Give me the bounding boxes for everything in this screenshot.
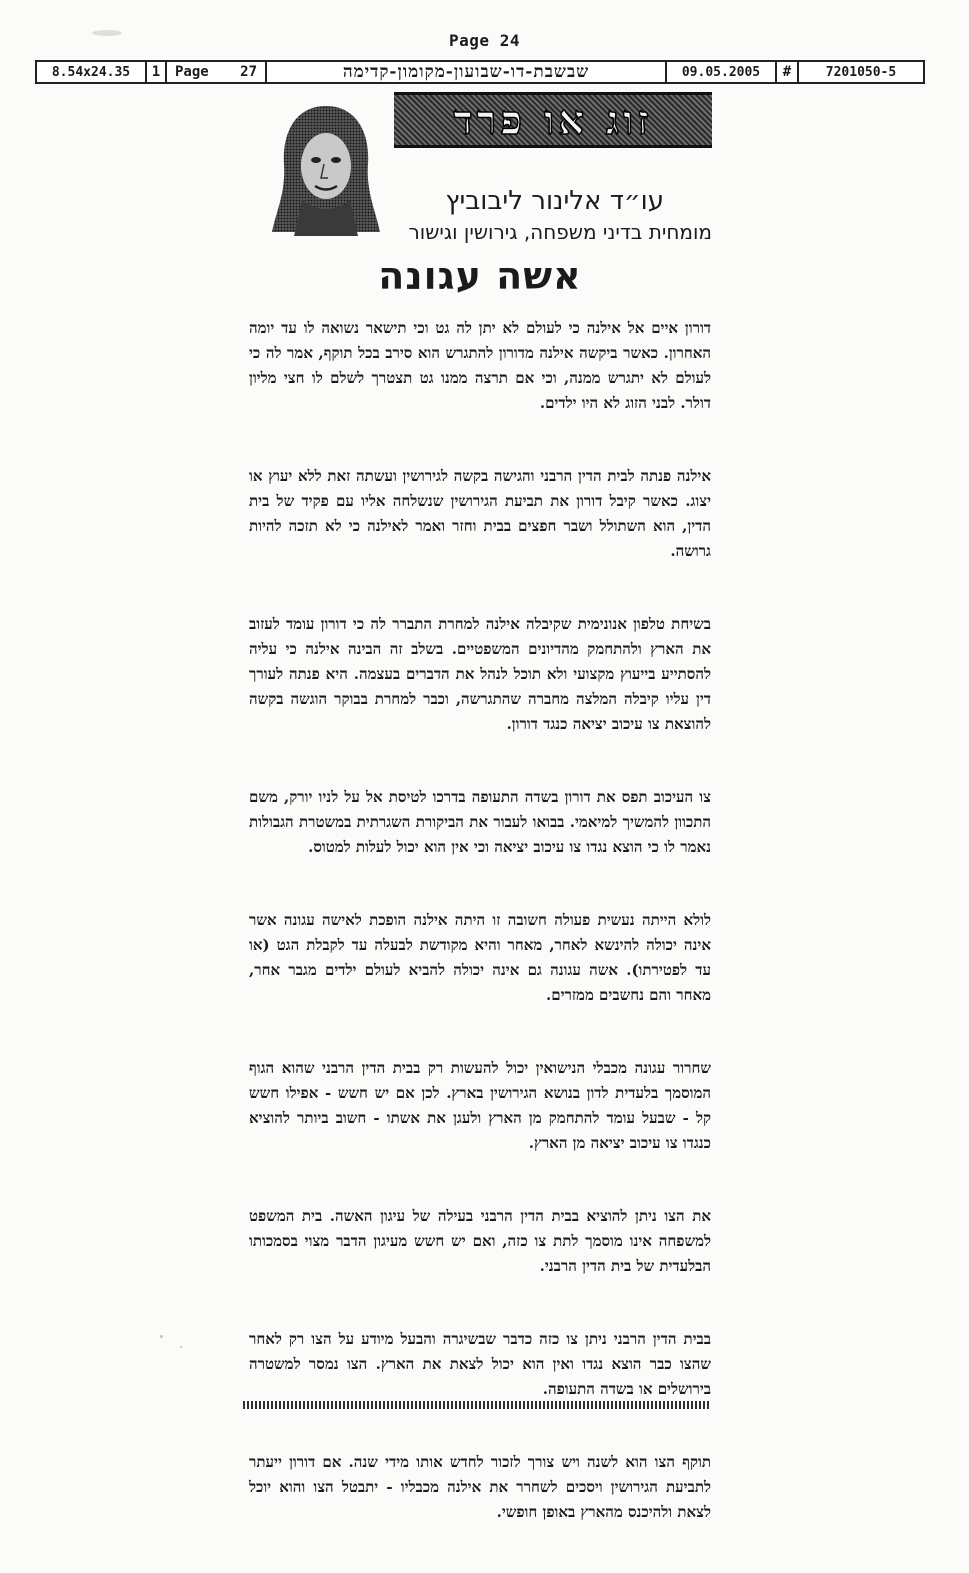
article-paragraph: צו העיכוב תפס את דורון בשדה התעופה בדרכו לטיסת אל על לניו יורק, משם התכוון להמשיך למיאמי. בבואו לעבור את הביקורת השגרתית במשטרת הגבולות נאמר לו כי הוצא נגדו צו עיכוב יציאה וכי אין הוא יכול לעלות למטוס. bbox=[249, 788, 711, 856]
article-paragraph: לולא הייתה נעשית פעולה חשובה זו היתה אילנה הופכת לאישה עגונה אשר אינה יכולה להינשא לאחר, מאחר והיא מקודשת לבעלה עד לקבלת הגט (או עד לפטירתו). אשה עגונה גם אינה יכולה להביא לעולם ילדים מגבר אחר, מאחר והם נחשבים ממזרים. bbox=[249, 911, 711, 1004]
article-paragraph: שחרור עגונה מכבלי הנישואין יכול להעשות רק בבית הדין הרבני שהוא הגוף המוסמך בלעדית לדון בנושא הגירושין בארץ. לכן אם יש חשש - אפילו חשש קל - שבעל עומד להתחמק מן הארץ ולעגן את אשתו - חשוב ביותר להוציא כנגדו צו עיכוב יציאה מן הארץ. bbox=[249, 1059, 711, 1152]
article-paragraph: דורון איים אל אילנה כי לעולם לא יתן לה גט וכי תישאר נשואה לו עד יומה האחרון. כאשר ביקשה אילנה מדורון להתגרש הוא סירב בכל תוקף, אמר לה כי לעולם לא יתגרש ממנה, וכי אם תרצה ממנו גט תצטרך לשלם לו חצי מליון דולר. לבני הזוג לא היו ילדים. bbox=[249, 319, 711, 412]
article-paragraph: תוקף הצו הוא לשנה ויש צורך לזכור לחדש אותו מידי שנה. אם דורון ייעתר לתביעת הגירושין ויסכים לשחרר את אילנה מכבליו - יתבטל הצו והוא יוכל לצאת ולהיכנס מהארץ באופן חופשי. bbox=[249, 1453, 711, 1521]
article-paragraph: את הצו ניתן להוציא בבית הדין הרבני בעילה של עיגון האשה. בית המשפט למשפחה אינו מוסמך לתת צו כזה, ואם יש חשש מעיגון הדבר מצוי בסמכותו הבלעדית של בית הדין הרבני. bbox=[249, 1207, 711, 1275]
author-portrait-icon bbox=[268, 100, 384, 238]
article-body bbox=[249, 316, 711, 1573]
author-name: עו״ד אלינור ליבוביץ bbox=[445, 186, 664, 216]
column-banner bbox=[394, 92, 712, 148]
clip-count: 1 bbox=[147, 62, 167, 82]
article-paragraph: בשיחת טלפון אנונימית שקיבלה אילנה למחרת התברר לה כי דורון עומד לעזוב את הארץ ולהתחמק מהדיונים המשפטיים. בשלב זה הבינה אילנה כי עליה להסתייע בייעוץ מקצועי ולא תוכל לנהל את הדברים בעצמה. היא פנתה לעורך דין עליו קיבלה המלצה מחברה שהתגרשה, וכבר למחרת בבוקר הוגשה בקשה להוצאת צו עיכוב יציאה כנגד דורון. bbox=[249, 615, 711, 733]
author-title: מומחית בדיני משפחה, גירושין וגישור bbox=[408, 220, 712, 244]
end-divider bbox=[243, 1401, 711, 1409]
clip-page-word: Page bbox=[175, 64, 209, 80]
clip-hash: # bbox=[777, 62, 799, 82]
article-paragraph: בבית הדין הרבני ניתן צו כזה כדבר שבשיגרה והבעל מיודע על הצו רק לאחר שהצו כבר הוצא נגדו ואין הוא יכול לצאת את הארץ. הצו נמסר למשטרה בירושלים או בשדה התעופה. bbox=[249, 1330, 711, 1398]
clip-id: 7201050-5 bbox=[825, 64, 897, 80]
article-headline: אשה עגונה bbox=[378, 254, 582, 298]
clipping-info-bar bbox=[35, 60, 925, 84]
article-paragraph: אילנה פנתה לבית הדין הרבני והגישה בקשה לגירושין ועשתה זאת ללא יעוץ או יצוג. כאשר קיבל דורון את תביעת הגירושין שנשלחה אליו עם פקיד של בית הדין, הוא השתולל ושבר חפצים בבית וחזר ואמר לאילנה כי לא תזכה להיות גרושה. bbox=[249, 467, 711, 560]
clip-page bbox=[167, 62, 267, 82]
column-banner-text: זוג או פרד bbox=[453, 96, 653, 144]
scan-speck bbox=[180, 1346, 182, 1348]
scan-speck bbox=[160, 1335, 163, 1338]
page-label: Page 24 bbox=[449, 31, 520, 50]
clip-page-number: 27 bbox=[240, 64, 257, 80]
clip-size: 8.54x24.35 bbox=[37, 62, 147, 82]
clip-publication: שבשבת-דו-שבועון-מקומון-קדימה bbox=[267, 62, 667, 82]
scan-speck bbox=[92, 30, 122, 36]
clip-date: 09.05.2005 bbox=[667, 62, 777, 82]
